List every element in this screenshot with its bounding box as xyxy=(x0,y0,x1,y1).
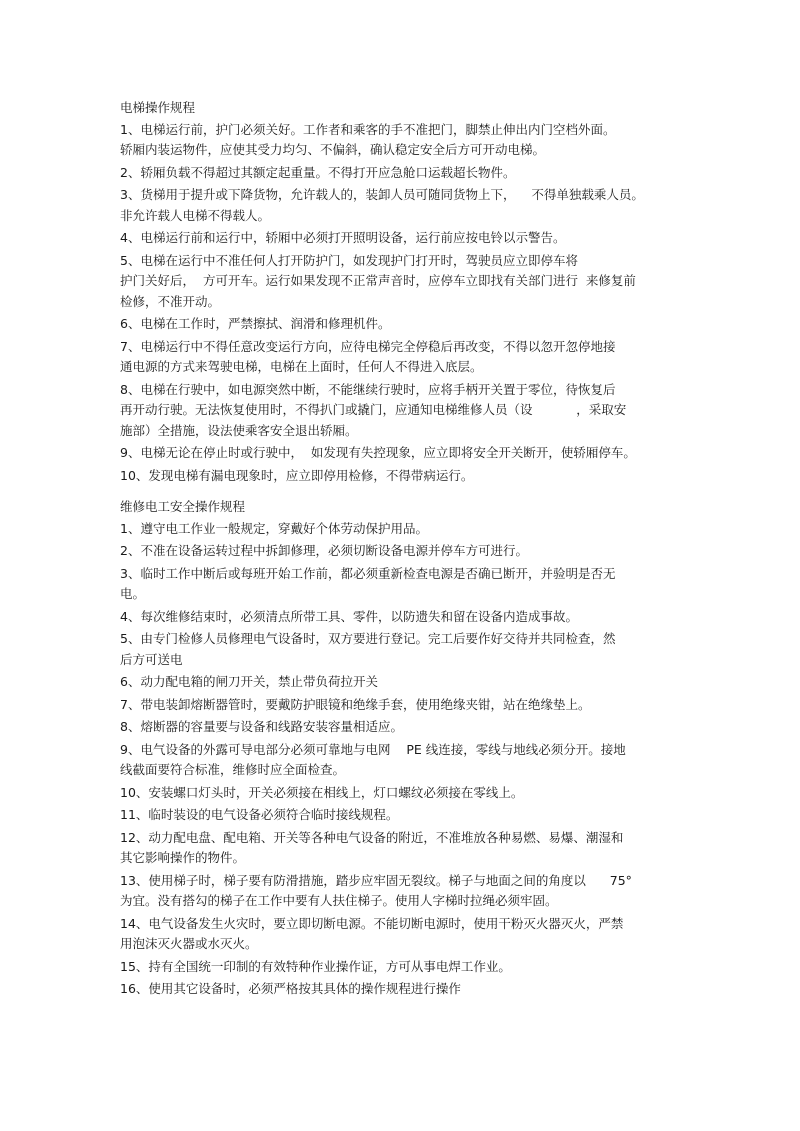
rule-text-line: 再开动行驶。无法恢复使用时，不得扒门或撬门，应通知电梯维修人员（设 ，采取安 xyxy=(120,402,627,417)
section-electrician-rules xyxy=(120,497,680,1002)
rule-text-line: 8、熔断器的容量要与设备和线路安装容量相适应。 xyxy=(120,719,403,734)
rule-item xyxy=(120,466,680,487)
rule-item xyxy=(120,957,680,978)
rule-item xyxy=(120,314,680,335)
rule-item xyxy=(120,163,680,184)
rule-text-line: 3、临时工作中断后或每班开始工作前，都必须重新检查电源是否确已断开，并验明是否无 xyxy=(120,565,616,581)
section-elevator-rules xyxy=(120,98,680,488)
rule-text-line: 9、电气设备的外露可导电部分必须可靠地与电网 PE 线连接，零线与地线必须分开。接地 xyxy=(120,741,626,757)
rule-item xyxy=(120,564,680,605)
rule-item xyxy=(120,251,680,313)
rule-item xyxy=(120,914,680,955)
rule-text-line: 11、临时装设的电气设备必须符合临时接线规程。 xyxy=(120,807,399,822)
rule-item xyxy=(120,120,680,161)
rule-text-line: 非允许载人电梯不得载人。 xyxy=(120,207,271,223)
rule-text-line: 4、每次维修结束时，必须清点所带工具、零件，以防遗失和留在设备内造成事故。 xyxy=(120,608,578,624)
rule-item xyxy=(120,541,680,562)
rule-text-line: 2、不准在设备运转过程中拆卸修理，必须切断设备电源并停车方可进行。 xyxy=(120,543,528,558)
rule-item xyxy=(120,979,680,1000)
rule-text-line: 用泡沫灭火器或水灭火。 xyxy=(120,936,258,951)
rule-text-line: 线截面要符合标准，维修时应全面检查。 xyxy=(120,762,346,777)
rule-item xyxy=(120,228,680,249)
rule-text-line: 13、使用梯子时，梯子要有防滑措施，踏步应牢固无裂纹。梯子与地面之间的角度以 75° xyxy=(120,872,632,888)
rule-item xyxy=(120,717,680,738)
rule-list xyxy=(120,519,680,1000)
rule-text-line: 其它影响操作的物件。 xyxy=(120,850,246,865)
rule-text-line: 2、轿厢负载不得超过其额定起重量。不得打开应急舱口运载超长物件。 xyxy=(120,164,516,180)
rule-text-line: 12、动力配电盘、配电箱、开关等各种电气设备的附近，不准堆放各种易燃、易爆、潮湿和 xyxy=(120,829,624,845)
rule-item xyxy=(120,519,680,540)
rule-text-line: 15、持有全国统一印制的有效特种作业操作证，方可从事电焊工作业。 xyxy=(120,958,511,974)
rule-item xyxy=(120,672,680,693)
rule-text-line: 1、电梯运行前，护门必须关好。工作者和乘客的手不准把门，脚禁止伸出内门空档外面。 xyxy=(120,121,616,137)
rule-text-line: 10、安装螺口灯头时，开关必须接在相线上，灯口螺纹必须接在零线上。 xyxy=(120,784,524,800)
rule-item xyxy=(120,740,680,781)
rule-text-line: 7、带电装卸熔断器管时，要戴防护眼镜和绝缘手套，使用绝缘夹钳，站在绝缘垫上。 xyxy=(120,696,591,712)
rule-text-line: 1、遵守电工作业一般规定，穿戴好个体劳动保护用品。 xyxy=(120,520,428,536)
rule-text-line: 6、动力配电箱的闸刀开关，禁止带负荷拉开关 xyxy=(120,674,378,689)
rule-text-line: 14、电气设备发生火灾时，要立即切断电源。不能切断电源时，使用干粉灭火器灭火，严禁 xyxy=(120,915,624,931)
rule-item xyxy=(120,380,680,442)
rule-text-line: 检修，不准开动。 xyxy=(120,293,221,309)
rule-text-line: 6、电梯在工作时，严禁擦拭、润滑和修理机件。 xyxy=(120,316,391,331)
rule-text-line: 8、电梯在行驶中，如电源突然中断，不能继续行驶时，应将手柄开关置于零位，待恢复后 xyxy=(120,381,616,397)
rule-text-line: 护门关好后， 方可开车。运行如果发现不正常声音时，应停车立即找有关部门进行 来修复前 xyxy=(120,273,636,288)
rule-list xyxy=(120,120,680,487)
rule-text-line: 5、电梯在运行中不准任何人打开防护门，如发现护门打开时，驾驶员应立即停车将 xyxy=(120,252,578,268)
rule-text-line: 通电源的方式来驾驶电梯，电梯在上面时，任何人不得进入底层。 xyxy=(120,359,483,374)
rule-text-line: 施部）全措施，设法使乘客安全退出轿厢。 xyxy=(120,422,358,438)
rule-text-line: 9、电梯无论在停止时或行驶中， 如发现有失控现象，应立即将安全开关断开，使轿厢停车。 xyxy=(120,445,636,460)
rule-item xyxy=(120,607,680,628)
rule-item xyxy=(120,629,680,670)
rule-text-line: 4、电梯运行前和运行中，轿厢中必须打开照明设备，运行前应按电铃以示警告。 xyxy=(120,230,566,245)
section-title: 维修电工安全操作规程 xyxy=(120,499,246,514)
rule-item xyxy=(120,805,680,826)
rule-text-line: 5、由专门检修人员修理电气设备时，双方要进行登记。完工后要作好交待并共同检查，然 xyxy=(120,631,616,646)
rule-item xyxy=(120,871,680,912)
rule-text-line: 后方可送电 xyxy=(120,651,183,667)
rule-item xyxy=(120,828,680,869)
rule-item xyxy=(120,695,680,716)
rule-text-line: 轿厢内装运物件，应使其受力均匀、不偏斜，确认稳定安全后方可开动电梯。 xyxy=(120,142,546,157)
rule-text-line: 7、电梯运行中不得任意改变运行方向，应待电梯完全停稳后再改变，不得以忽开忽停地接 xyxy=(120,338,616,354)
rule-item xyxy=(120,443,680,464)
rule-text-line: 3、货梯用于提升或下降货物，允许载人的，装卸人员可随同货物上下， 不得单独载乘人员。 xyxy=(120,187,644,202)
rule-text-line: 电。 xyxy=(120,586,146,601)
rule-text-line: 10、发现电梯有漏电现象时，应立即停用检修，不得带病运行。 xyxy=(120,467,474,483)
rule-item xyxy=(120,185,680,226)
rule-item xyxy=(120,783,680,804)
rule-text-line: 16、使用其它设备时，必须严格按其具体的操作规程进行操作 xyxy=(120,981,461,996)
section-title: 电梯操作规程 xyxy=(120,100,196,115)
rule-text-line: 为宜。没有搭勾的梯子在工作中要有人扶住梯子。使用人字梯时拉绳必须牢固。 xyxy=(120,893,558,908)
rule-item xyxy=(120,337,680,378)
